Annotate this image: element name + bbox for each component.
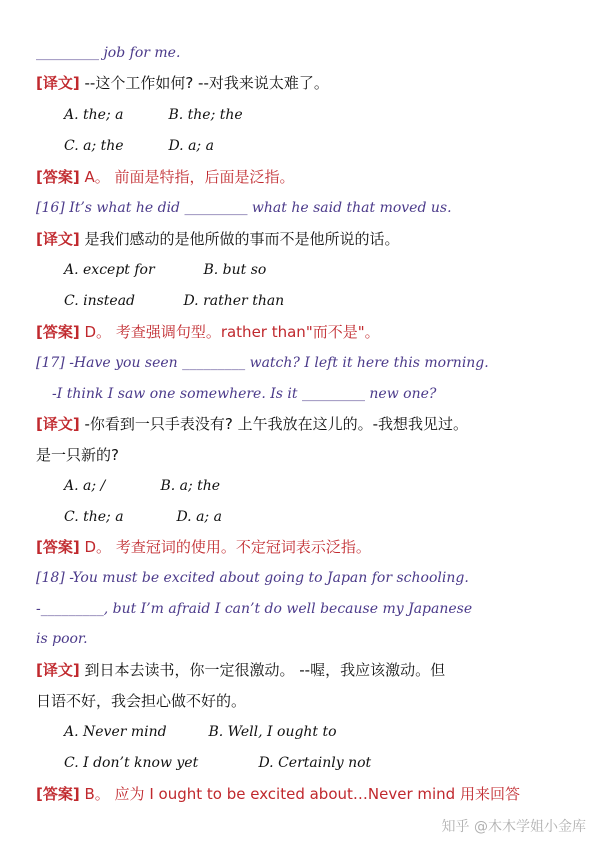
- answer-tag: [答案]: [36, 323, 80, 341]
- question-16: [16] It’s what he did _________ what he said that moved us.: [36, 200, 452, 216]
- answer-text: D。 考查强调句型。rather than"而不是"。: [84, 323, 380, 341]
- option-b: B. but so: [203, 262, 267, 278]
- option-b: B. the; the: [168, 107, 243, 123]
- question-18-reply: -_________, but I’m afraid I can’t do well because my Japanese: [36, 601, 473, 617]
- option-b: B. a; the: [160, 478, 221, 494]
- translation-text: -你看到一只手表没有? 上午我放在这儿的。-我想我见过。: [84, 415, 469, 433]
- answer-18: [36, 784, 520, 804]
- zhihu-watermark: 知乎 @木木学姐小金库: [441, 819, 586, 835]
- option-b: B. Well, I ought to: [208, 724, 337, 740]
- question-18: [18] -You must be excited about going to Japan for schooling.: [36, 570, 469, 586]
- translation-15: [36, 73, 329, 93]
- option-c: C. I don’t know yet: [64, 755, 199, 771]
- answer-tag: [答案]: [36, 785, 80, 803]
- option-a: A. a; /: [64, 478, 106, 494]
- translation-18: [36, 660, 445, 680]
- translation-17-continuation: 是一只新的?: [36, 446, 119, 464]
- answer-text: D。 考查冠词的使用。不定冠词表示泛指。: [84, 538, 371, 556]
- option-a: A. except for: [64, 262, 155, 278]
- answer-text: A。 前面是特指，后面是泛指。: [84, 168, 295, 186]
- option-c: C. a; the: [64, 138, 124, 154]
- answer-tag: [答案]: [36, 168, 80, 186]
- option-a: A. Never mind: [64, 724, 167, 740]
- answer-tag: [答案]: [36, 538, 80, 556]
- answer-17: [36, 537, 371, 557]
- question-18-reply-continuation: is poor.: [36, 631, 88, 647]
- option-c: C. instead: [64, 293, 136, 309]
- option-a: A. the; a: [64, 107, 124, 123]
- translation-18-continuation: 日语不好，我会担心做不好的。: [36, 692, 247, 710]
- options-row: [64, 291, 284, 311]
- translation-tag: [译文]: [36, 230, 80, 248]
- options-row: [64, 260, 266, 280]
- question-15-continuation: _________ job for me.: [36, 45, 181, 61]
- translation-tag: [译文]: [36, 415, 80, 433]
- option-c: C. the; a: [64, 509, 124, 525]
- options-row: [64, 136, 214, 156]
- translation-17: [36, 414, 468, 434]
- answer-15: [36, 167, 295, 187]
- question-17: [17] -Have you seen _________ watch? I left it here this morning.: [36, 355, 489, 371]
- option-d: D. a; a: [168, 138, 214, 154]
- options-row: [64, 507, 222, 527]
- question-17-reply: -I think I saw one somewhere. Is it _________ new one?: [52, 386, 437, 402]
- answer-text: B。 应为 I ought to be excited about…Never mind 用来回答: [84, 785, 520, 803]
- options-row: [64, 476, 220, 496]
- option-d: D. Certainly not: [258, 755, 372, 771]
- options-row: [64, 722, 337, 742]
- translation-text: 是我们感动的是他所做的事而不是他所说的话。: [84, 230, 400, 248]
- translation-16: [36, 229, 400, 249]
- option-d: D. rather than: [183, 293, 285, 309]
- option-d: D. a; a: [176, 509, 222, 525]
- translation-tag: [译文]: [36, 74, 80, 92]
- options-row: [64, 105, 243, 125]
- translation-tag: [译文]: [36, 661, 80, 679]
- answer-16: [36, 322, 380, 342]
- translation-text: 到日本去读书，你一定很激动。 --喔，我应该激动。但: [84, 661, 446, 679]
- options-row: [64, 753, 371, 773]
- translation-text: --这个工作如何? --对我来说太难了。: [84, 74, 329, 92]
